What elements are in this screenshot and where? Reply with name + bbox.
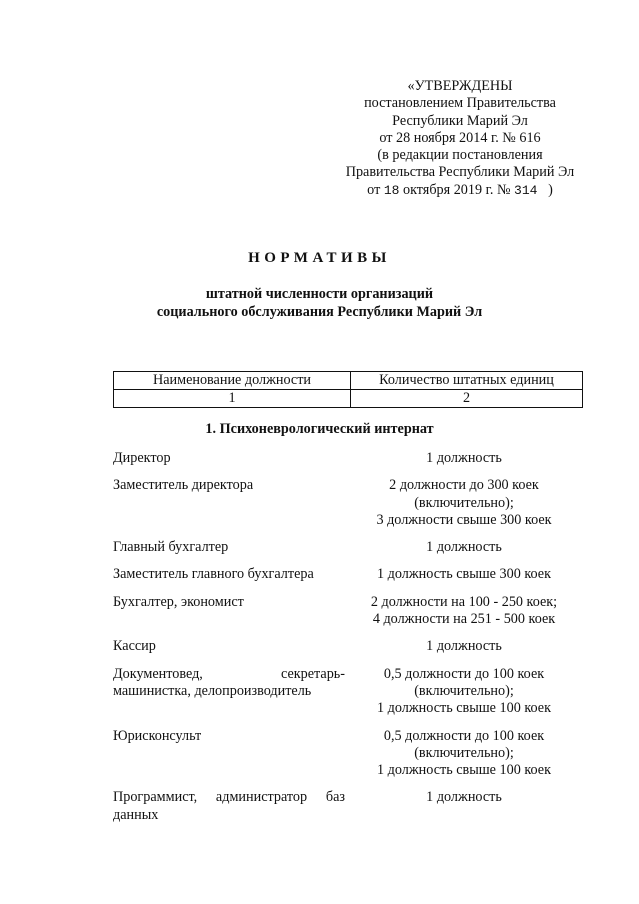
- closing-paren: ): [548, 181, 553, 198]
- document-title: НОРМАТИВЫ: [248, 250, 391, 266]
- approval-line: от 28 ноября 2014 г. № 616: [379, 129, 541, 146]
- resolution-number: 314: [514, 182, 538, 198]
- document-subtitle: [0, 285, 639, 321]
- subtitle-line: социального обслуживания Республики Марий Эл: [156, 304, 483, 320]
- subtitle-line: штатной численности организаций: [205, 286, 434, 302]
- staff-row: [113, 566, 583, 583]
- section-title: 1. Психоневрологический интернат: [205, 421, 434, 437]
- approval-line: Правительства Республики Марий Эл: [345, 164, 575, 181]
- staff-row: [113, 594, 583, 629]
- staff-count: 2 должности до 300 коек (включительно); 3 должности свыше 300 коек: [376, 477, 552, 528]
- staff-list: [113, 450, 583, 834]
- staff-count: 1 должность свыше 300 коек: [377, 566, 551, 583]
- staff-row: [113, 789, 583, 824]
- staff-row: [113, 638, 583, 655]
- staff-row: [113, 539, 583, 556]
- approval-line: (в редакции постановления: [377, 147, 543, 164]
- date-day: 18: [383, 182, 400, 198]
- position-name: Директор: [113, 450, 171, 466]
- date-month: октября 2019 г.: [402, 181, 494, 198]
- staff-count: 1 должность: [426, 539, 502, 556]
- position-name: Главный бухгалтер: [113, 539, 229, 556]
- position-name: Программист, администратор баз данных: [113, 789, 345, 823]
- staff-row: [113, 728, 583, 780]
- staff-row: [113, 666, 583, 718]
- position-name: Документовед, секретарь- машинистка, делопроизводитель: [113, 665, 345, 699]
- column-header-count: Количество штатных единиц: [351, 372, 583, 390]
- number-sign: №: [496, 181, 511, 198]
- position-name: Бухгалтер, экономист: [113, 593, 244, 610]
- column-header-position: Наименование должности: [114, 372, 351, 390]
- position-name: Кассир: [113, 638, 156, 655]
- staff-count: 1 должность: [426, 638, 502, 655]
- staff-count: 0,5 должности до 100 коек (включительно); 1 должность свыше 100 коек: [377, 727, 551, 779]
- column-number: 2: [351, 390, 583, 408]
- staff-count: 2 должности на 100 - 250 коек; 4 должности на 251 - 500 коек: [370, 593, 558, 628]
- approval-line: постановлением Правительства: [364, 95, 556, 112]
- position-name: Юрисконсульт: [113, 727, 202, 744]
- approval-stamp: [330, 78, 590, 199]
- approval-line: Республики Марий Эл: [392, 112, 528, 129]
- date-prefix: от: [367, 181, 381, 198]
- staff-count: 0,5 должности до 100 коек (включительно); 1 должность свыше 100 коек: [377, 665, 551, 717]
- staff-count: 1 должность: [426, 789, 502, 806]
- staff-row: [113, 450, 583, 467]
- position-name: Заместитель главного бухгалтера: [113, 566, 314, 583]
- column-number: 1: [114, 390, 351, 408]
- approval-line: «УТВЕРЖДЕНЫ: [407, 78, 513, 94]
- approval-date-line: [330, 182, 590, 199]
- staff-count: 1 должность: [426, 450, 502, 466]
- table-header: [113, 371, 583, 408]
- staff-row: [113, 477, 583, 529]
- position-name: Заместитель директора: [113, 477, 254, 494]
